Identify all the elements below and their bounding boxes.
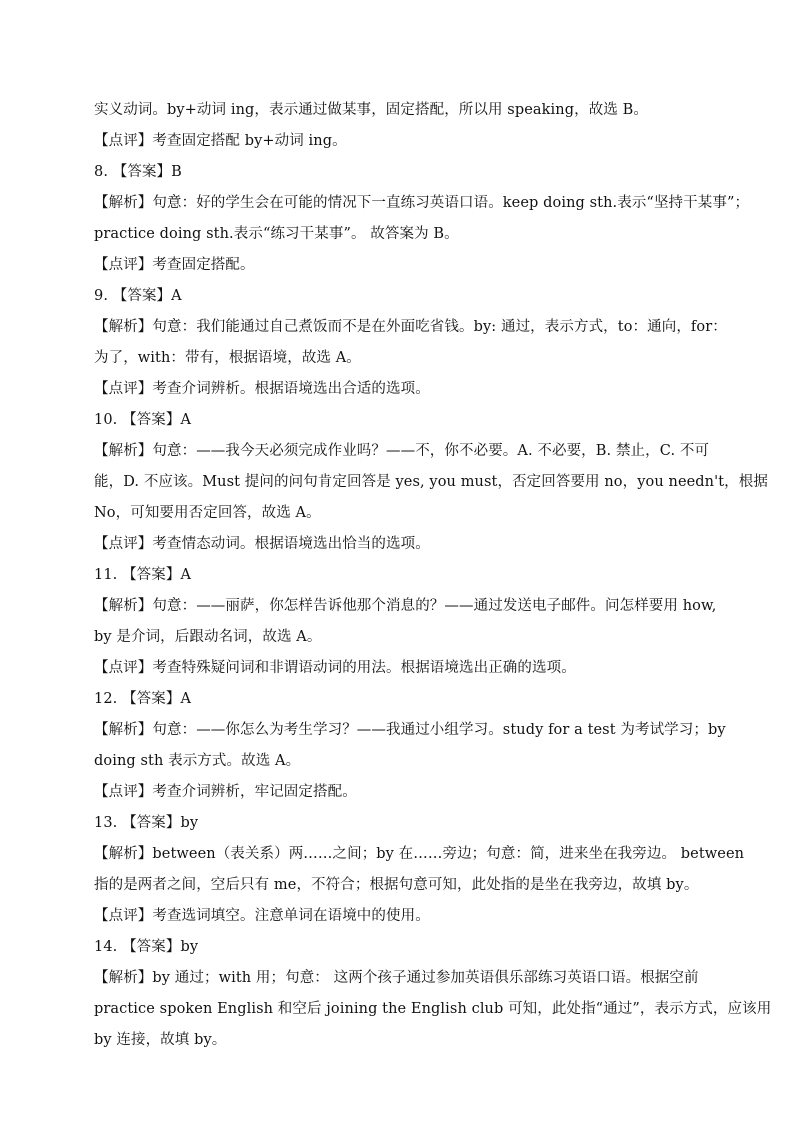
text-line: practice doing sth.表示“练习干某事”。 故答案为 B。 — [94, 226, 459, 242]
answer-heading-9: 9. 【答案】A — [94, 288, 182, 304]
text-line: doing sth 表示方式。故选 A。 — [94, 753, 301, 769]
answer-heading-11: 11. 【答案】A — [94, 567, 192, 583]
text-line: practice spoken English 和空后 joining the English club 可知，此处指“通过”，表示方式，应该用 — [94, 1001, 772, 1017]
comment-line: 【点评】考查特殊疑问词和非谓语动词的用法。根据语境选出正确的选项。 — [94, 660, 576, 676]
analysis-line: 【解析】by 通过；with 用；句意： 这两个孩子通过参加英语俱乐部练习英语口语。根据空前 — [94, 970, 699, 986]
comment-line: 【点评】考查情态动词。根据语境选出恰当的选项。 — [94, 536, 430, 552]
comment-line: 【点评】考查介词辨析。根据语境选出合适的选项。 — [94, 381, 430, 397]
comment-line: 【点评】考查固定搭配。 — [94, 257, 255, 273]
answer-heading-13: 13. 【答案】by — [94, 815, 199, 831]
analysis-line: 【解析】句意：——你怎么为考生学习？——我通过小组学习。study for a test 为考试学习；by — [94, 722, 726, 738]
analysis-line: 【解析】句意：好的学生会在可能的情况下一直练习英语口语。keep doing sth.表示“坚持干某事”； — [94, 195, 750, 211]
text-line: 能，D. 不应该。Must 提问的问句肯定回答是 yes, you must，否定回答要用 no，you needn't，根据 — [94, 474, 768, 490]
answer-heading-10: 10. 【答案】A — [94, 412, 192, 428]
text-line: 实义动词。by+动词 ing，表示通过做某事，固定搭配，所以用 speaking，故选 B。 — [94, 102, 648, 118]
text-line: by 连接，故填 by。 — [94, 1032, 227, 1048]
analysis-line: 【解析】句意：我们能通过自己煮饭而不是在外面吃省钱。by: 通过，表示方式，to：通向，for： — [94, 319, 727, 335]
answer-heading-14: 14. 【答案】by — [94, 939, 199, 955]
answer-explanations — [94, 95, 772, 1056]
analysis-line: 【解析】句意：——我今天必须完成作业吗？——不，你不必要。A. 不必要，B. 禁止，C. 不可 — [94, 443, 710, 459]
comment-line: 【点评】考查介词辨析，牢记固定搭配。 — [94, 784, 357, 800]
answer-heading-12: 12. 【答案】A — [94, 691, 192, 707]
text-line: No，可知要用否定回答，故选 A。 — [94, 505, 321, 521]
analysis-line: 【解析】between（表关系）两……之间；by 在……旁边；句意：简，进来坐在我旁边。 between — [94, 846, 745, 862]
comment-line: 【点评】考查固定搭配 by+动词 ing。 — [94, 133, 347, 149]
text-line: by 是介词，后跟动名词，故选 A。 — [94, 629, 322, 645]
analysis-line: 【解析】句意：——丽萨，你怎样告诉他那个消息的？——通过发送电子邮件。问怎样要用 how, — [94, 598, 717, 614]
text-line: 指的是两者之间，空后只有 me，不符合；根据句意可知，此处指的是坐在我旁边，故填 by。 — [94, 877, 699, 893]
answer-heading-8: 8. 【答案】B — [94, 164, 182, 180]
comment-line: 【点评】考查选词填空。注意单词在语境中的使用。 — [94, 908, 430, 924]
text-line: 为了，with：带有，根据语境，故选 A。 — [94, 350, 361, 366]
